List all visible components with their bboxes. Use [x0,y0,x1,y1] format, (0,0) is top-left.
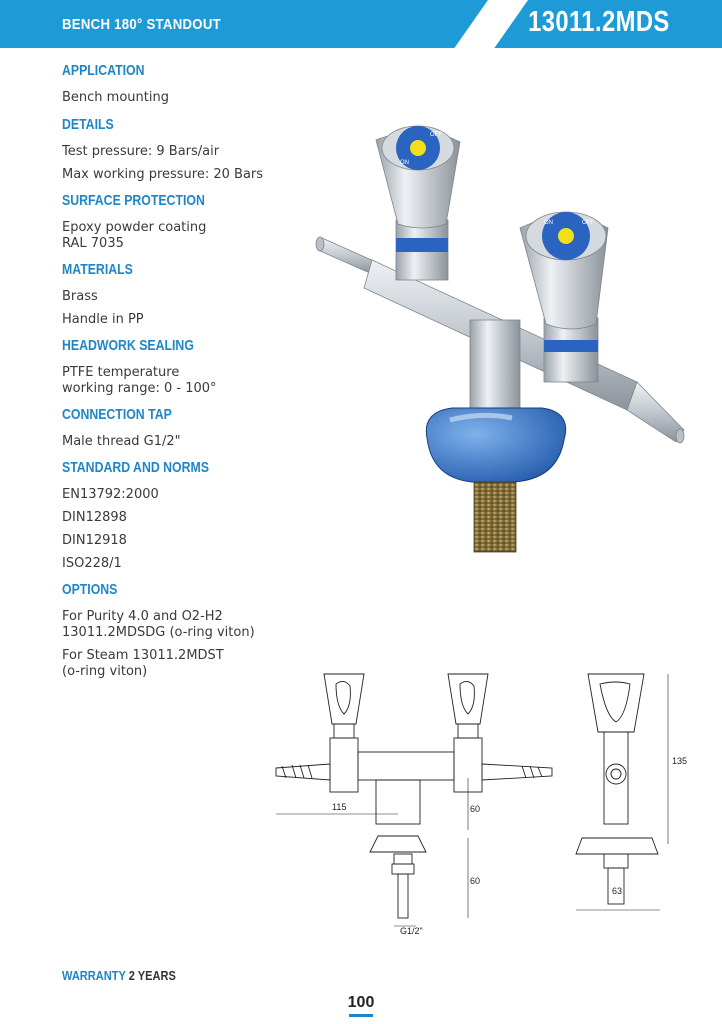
spec-list [62,62,312,680]
spec-line: PTFE temperature [62,365,180,380]
spec-line: Test pressure: 9 Bars/air [62,144,220,159]
section-heading-options: OPTIONS [62,581,118,598]
valve-on-label: ON [400,160,409,166]
product-render-image [312,120,692,560]
valve-on-label: ON [544,220,553,226]
spec-line: (o-ring viton) [62,664,148,679]
dimension-label-63: 63 [612,886,623,896]
dimension-label-135: 135 [672,756,688,766]
spec-line: working range: 0 - 100° [62,381,217,396]
dimension-label-thread: G1/2" [400,926,423,936]
spec-line: DIN12918 [62,533,127,548]
valve-off-label: OFF [430,132,442,138]
dimension-label-60-bottom: 60 [470,876,481,886]
spec-line: For Purity 4.0 and O2-H2 [62,609,223,624]
dimension-label-60-top: 60 [470,804,481,814]
dimension-label-115: 115 [332,802,347,812]
page-number: 100 [347,994,375,1011]
spec-line: Max working pressure: 20 Bars [62,167,264,182]
section-heading-application: APPLICATION [62,62,145,79]
spec-line: ISO228/1 [62,556,122,571]
warranty-value: 2 YEARS [128,968,176,983]
section-heading-connection-tap: CONNECTION TAP [62,406,172,423]
product-category-title: BENCH 180° STANDOUT [62,16,221,33]
warranty-label: WARRANTY [62,968,126,983]
threaded-stem [474,482,516,552]
section-heading-headwork-sealing: HEADWORK SEALING [62,337,194,354]
blue-base-flange [426,408,565,482]
product-code: 13011.2MDS [528,6,670,38]
left-hose-nozzle [316,237,376,274]
spec-line: Male thread G1/2" [62,434,181,449]
section-heading-surface-protection: SURFACE PROTECTION [62,192,205,209]
section-heading-standard-and-norms: STANDARD AND NORMS [62,459,209,476]
left-valve-handle [376,126,460,280]
valve-off-label: OFF [582,220,594,226]
section-heading-details: DETAILS [62,116,114,133]
spec-line: 13011.2MDSDG (o-ring viton) [62,625,255,640]
spec-line: Bench mounting [62,90,169,105]
warranty-note [62,968,176,983]
technical-drawing-side [568,668,688,918]
spec-line: RAL 7035 [62,236,124,251]
spec-line: Brass [62,289,98,304]
page-header [0,0,722,48]
spec-line: Epoxy powder coating [62,220,207,235]
spec-line: EN13792:2000 [62,487,159,502]
spec-line: Handle in PP [62,312,144,327]
drawing-side-handle [588,674,644,732]
spec-line: DIN12898 [62,510,127,525]
section-heading-materials: MATERIALS [62,261,133,278]
technical-drawing-front [272,668,572,953]
spec-line: For Steam 13011.2MDST [62,648,224,663]
page-number-underline [349,1014,373,1017]
